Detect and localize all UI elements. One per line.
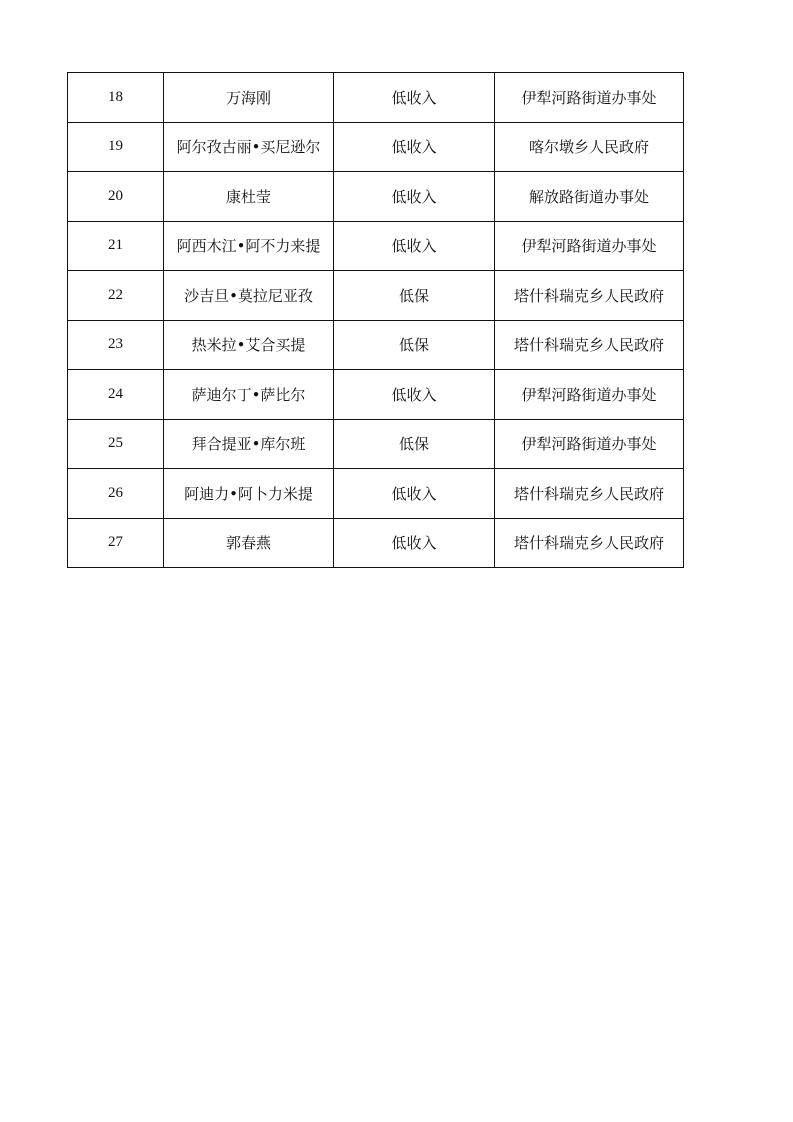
office-name: 伊犁河路街道办事处	[495, 221, 684, 271]
office-name: 解放路街道办事处	[495, 172, 684, 222]
office-name: 塔什科瑞克乡人民政府	[495, 469, 684, 519]
row-number: 23	[68, 320, 164, 370]
assistance-type: 低收入	[334, 469, 495, 519]
person-name: 阿迪力•阿卜力米提	[164, 469, 334, 519]
table-row	[68, 122, 684, 172]
assistance-type: 低收入	[334, 370, 495, 420]
table-row	[68, 271, 684, 321]
roster-table	[67, 72, 684, 568]
person-name: 万海刚	[164, 73, 334, 123]
row-number: 19	[68, 122, 164, 172]
assistance-type: 低收入	[334, 518, 495, 568]
person-name: 拜合提亚•库尔班	[164, 419, 334, 469]
person-name: 郭春燕	[164, 518, 334, 568]
assistance-type: 低收入	[334, 172, 495, 222]
row-number: 22	[68, 271, 164, 321]
row-number: 21	[68, 221, 164, 271]
table-row	[68, 221, 684, 271]
row-number: 25	[68, 419, 164, 469]
office-name: 喀尔墩乡人民政府	[495, 122, 684, 172]
office-name: 塔什科瑞克乡人民政府	[495, 320, 684, 370]
table-row	[68, 172, 684, 222]
assistance-type: 低收入	[334, 221, 495, 271]
assistance-type: 低保	[334, 419, 495, 469]
assistance-type: 低保	[334, 320, 495, 370]
office-name: 伊犁河路街道办事处	[495, 370, 684, 420]
assistance-type: 低收入	[334, 122, 495, 172]
table-row	[68, 469, 684, 519]
row-number: 27	[68, 518, 164, 568]
row-number: 20	[68, 172, 164, 222]
table-row	[68, 73, 684, 123]
office-name: 塔什科瑞克乡人民政府	[495, 271, 684, 321]
person-name: 康杜莹	[164, 172, 334, 222]
office-name: 伊犁河路街道办事处	[495, 73, 684, 123]
person-name: 萨迪尔丁•萨比尔	[164, 370, 334, 420]
person-name: 沙吉旦•莫拉尼亚孜	[164, 271, 334, 321]
row-number: 26	[68, 469, 164, 519]
office-name: 塔什科瑞克乡人民政府	[495, 518, 684, 568]
office-name: 伊犁河路街道办事处	[495, 419, 684, 469]
person-name: 阿西木江•阿不力来提	[164, 221, 334, 271]
person-name: 热米拉•艾合买提	[164, 320, 334, 370]
table-row	[68, 419, 684, 469]
assistance-type: 低保	[334, 271, 495, 321]
row-number: 24	[68, 370, 164, 420]
table-row	[68, 370, 684, 420]
assistance-type: 低收入	[334, 73, 495, 123]
person-name: 阿尔孜古丽•买尼逊尔	[164, 122, 334, 172]
row-number: 18	[68, 73, 164, 123]
table-row	[68, 320, 684, 370]
table-row	[68, 518, 684, 568]
